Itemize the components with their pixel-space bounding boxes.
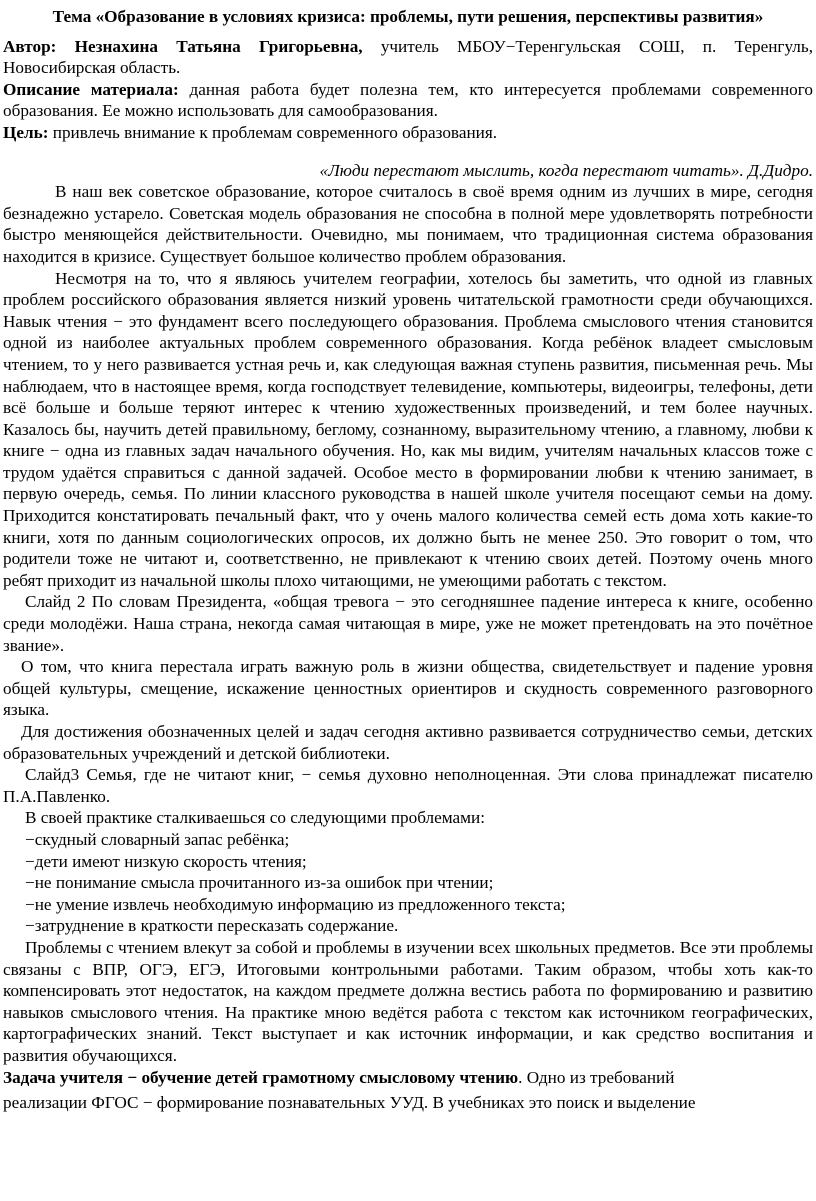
list-item: −не понимание смысла прочитанного из-за ошибок при чтении; (25, 873, 494, 893)
list-item: −затруднение в краткости пересказать содержание. (25, 916, 399, 936)
paragraph-5: Для достижения обозначенных целей и задач сегодня активно развивается сотрудничество семьи, детских образовательных учреждений и детской библиотеки. (3, 722, 813, 763)
paragraph-7: В своей практике сталкиваешься со следующими проблемами: (25, 808, 485, 828)
author-line (3, 36, 813, 79)
paragraph-4: О том, что книга перестала играть важную роль в жизни общества, свидетельствует и падение уровня общей культуры, смещение, искажение ценностных ориентиров и скудность современного разговорного языка. (3, 657, 813, 720)
epigraph-quote: «Люди перестают мыслить, когда перестают читать» (319, 160, 740, 180)
description-text: данная работа будет полезна тем, кто интересуется проблемами современного образования. Ее можно использовать для самообразования. (3, 79, 813, 121)
description-label: Описание материала: (3, 79, 179, 99)
paragraph-6: Слайд3 Семья, где не читают книг, − семья духовно неполноценная. Эти слова принадлежат писателю П.А.Павленко. (3, 765, 813, 806)
list-item: −не умение извлечь необходимую информацию из предложенного текста; (25, 894, 566, 914)
list-item: −дети имеют низкую скорость чтения; (25, 851, 307, 871)
task-text: . Одно из требований (518, 1067, 675, 1087)
goal-text: привлечь внимание к проблемам современного образования. (48, 122, 498, 142)
paragraph-3: Слайд 2 По словам Президента, «общая тревога − это сегодняшнее падение интереса к книге, особенно среди молодёжи. Наша страна, некогда самая читающая в мире, уже не может претендовать на это почётное звание». (3, 592, 813, 655)
paragraph-2: Несмотря на то, что я являюсь учителем географии, хотелось бы заметить, что одной из главных проблем российского образования является низкий уровень читательской грамотности среди обучающихся. Навык чтения − это фундамент всего последующего образования. Проблема смыслового чтения становится одной из наиболее актуальных проблем современного образования. Когда ребёнок владеет смысловым чтением, то у него развивается устная речь и, как следующая важная ступень развития, письменная речь. Мы наблюдаем, что в настоящее время, когда господствует телевидение, компьютеры, видеоигры, телефоны, дети всё больше и больше теряют интерес к чтению художественных произведений, и тем более научных. Казалось бы, научить детей правильному, беглому, сознанному, выразительному чтению, а главному, любви к книге − одна из главных задач начального обучения. Но, как мы видим, учителям начальных классов тоже с трудом удаётся справиться с данной задачей. Особое место в формировании любви к чтению занимает, в первую очередь, семья. По линии классного руководства в нашей школе учителя посещают семьи на дому. Приходится констатировать печальный факт, что у очень малого количества семей есть дома хоть какие-то книги, хотя по данным социологических опросов, их должно быть не менее 250. Это говорит о том, что родители тоже не читают и, соответственно, не привлекают к чтению своих детей. Поэтому очень много ребят приходит из начальной школы плохо читающими, не умеющими работать с текстом. (3, 268, 813, 590)
task-line-2: реализации ФГОС − формирование познавательных УУД. В учебниках это поиск и выделение (3, 1093, 696, 1113)
goal-label: Цель: (3, 122, 49, 142)
description-line (3, 79, 813, 122)
goal-line (3, 122, 813, 144)
author-label: Автор: Незнахина Татьяна Григорьевна, (3, 36, 363, 56)
paragraph-1: В наш век советское образование, которое считалось в своё время одним из лучших в мире, сегодня безнадежно устарело. Советская модель образования не способна в полной мере удовлетворять потребности быстро меняющейся действительности. Очевидно, мы понимаем, что традиционная система образования находится в кризисе. Существует большое количество проблем образования. (3, 182, 813, 266)
paragraph-8: Проблемы с чтением влекут за собой и проблемы в изучении всех школьных предметов. Все эти проблемы связаны с ВПР, ОГЭ, ЕГЭ, Итоговыми контрольными работами. Таким образом, чтобы хоть как-то компенсировать этот недостаток, на каждом предмете должна вестись работа по формированию и развитию навыков смыслового чтения. На практике мною ведётся работа с текстом как источником географических, картографических знаний. Текст выступает и как источник информации, и как средство воспитания и развития обучающихся. (3, 937, 813, 1065)
document-title: Тема «Образование в условиях кризиса: проблемы, пути решения, перспективы развития» (52, 7, 764, 26)
task-label: Задача учителя − обучение детей грамотному смысловому чтению (3, 1067, 519, 1087)
list-item: −скудный словарный запас ребёнка; (25, 829, 290, 849)
epigraph (3, 160, 813, 182)
author-text: учитель МБОУ−Теренгульская СОШ, п. Теренгуль, Новосибирская область. (3, 36, 814, 78)
task-line (3, 1067, 813, 1089)
epigraph-author: . Д.Дидро. (739, 160, 813, 180)
